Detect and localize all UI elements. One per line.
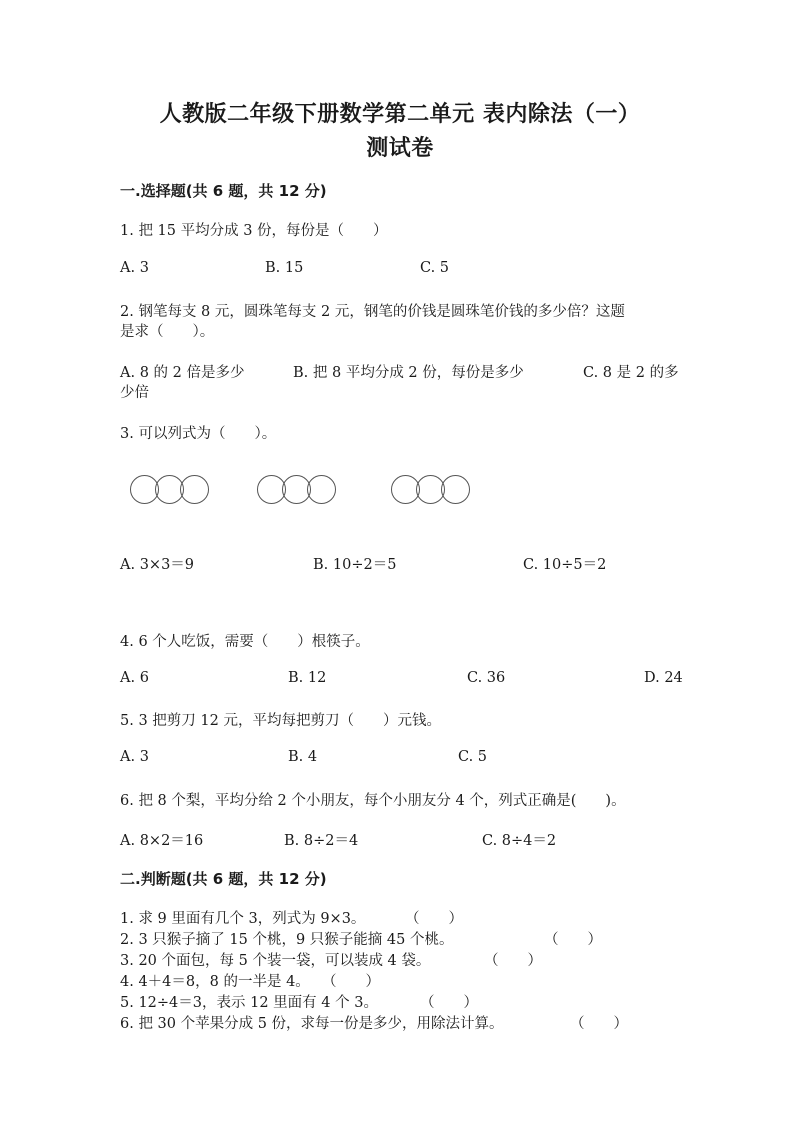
judgement-paren-4[interactable]: （ ） — [322, 974, 380, 990]
page-title-line2: 测试卷 — [366, 136, 434, 161]
section-heading-choice: 一.选择题(共 6 题，共 12 分) — [120, 182, 327, 200]
question-1-text: 1. 把 15 平均分成 3 份，每份是（ ） — [120, 223, 388, 239]
q2-option-b: B. 把 8 平均分成 2 份，每份是多少 — [293, 365, 524, 381]
q5-option-b: B. 4 — [288, 749, 318, 765]
circle-group-3 — [391, 475, 471, 509]
q1-option-c: C. 5 — [420, 260, 450, 276]
q1-option-a: A. 3 — [120, 260, 149, 276]
judgement-item-1: 1. 求 9 里面有几个 3，列式为 9×3。 — [120, 911, 366, 927]
question-4-text: 4. 6 个人吃饭，需要（ ）根筷子。 — [120, 634, 370, 650]
question-5-text: 5. 3 把剪刀 12 元，平均每把剪刀（ ）元钱。 — [120, 713, 441, 729]
q4-option-c: C. 36 — [467, 670, 506, 686]
judgement-item-6: 6. 把 30 个苹果分成 5 份，求每一份是多少，用除法计算。 — [120, 1016, 504, 1032]
q2-option-c: C. 8 是 2 的多 — [583, 365, 679, 381]
circle-group-2 — [257, 475, 337, 509]
q6-option-a: A. 8×2＝16 — [120, 833, 204, 849]
judgement-paren-5[interactable]: （ ） — [420, 995, 478, 1011]
q3-option-b: B. 10÷2＝5 — [313, 557, 397, 573]
q4-option-a: A. 6 — [120, 670, 149, 686]
judgement-item-5: 5. 12÷4＝3，表示 12 里面有 4 个 3。 — [120, 995, 378, 1011]
q5-option-a: A. 3 — [120, 749, 149, 765]
judgement-paren-1[interactable]: （ ） — [405, 911, 463, 927]
circle-icon — [180, 475, 209, 504]
judgement-item-2: 2. 3 只猴子摘了 15 个桃，9 只猴子能摘 45 个桃。 — [120, 932, 454, 948]
section-heading-judgement: 二.判断题(共 6 题，共 12 分) — [120, 870, 327, 888]
q1-option-b: B. 15 — [265, 260, 304, 276]
q3-option-a: A. 3×3＝9 — [120, 557, 195, 573]
q5-option-c: C. 5 — [458, 749, 488, 765]
q2-option-a: A. 8 的 2 倍是多少 — [120, 365, 245, 381]
q4-option-b: B. 12 — [288, 670, 327, 686]
judgement-item-3: 3. 20 个面包，每 5 个装一袋，可以装成 4 袋。 — [120, 953, 431, 969]
question-2-line2: 是求（ ）。 — [120, 324, 215, 340]
q6-option-c: C. 8÷4＝2 — [482, 833, 557, 849]
q3-option-c: C. 10÷5＝2 — [523, 557, 607, 573]
circle-icon — [441, 475, 470, 504]
circle-group-1 — [130, 475, 210, 509]
judgement-item-4: 4. 4＋4＝8，8 的一半是 4。 — [120, 974, 310, 990]
question-3-text: 3. 可以列式为（ ）。 — [120, 426, 277, 442]
q2-option-a-cont: 少倍 — [120, 385, 149, 401]
judgement-paren-2[interactable]: （ ） — [544, 932, 602, 948]
judgement-paren-3[interactable]: （ ） — [484, 953, 542, 969]
circle-icon — [307, 475, 336, 504]
page-title: 人教版二年级下册数学第二单元 表内除法（一） — [159, 102, 641, 127]
judgement-paren-6[interactable]: （ ） — [570, 1016, 628, 1032]
question-2-line1: 2. 钢笔每支 8 元，圆珠笔每支 2 元，钢笔的价钱是圆珠笔价钱的多少倍？这题 — [120, 304, 625, 320]
q6-option-b: B. 8÷2＝4 — [284, 833, 359, 849]
question-6-text: 6. 把 8 个梨，平均分给 2 个小朋友，每个小朋友分 4 个，列式正确是( )。 — [120, 793, 626, 809]
q4-option-d: D. 24 — [644, 670, 683, 686]
